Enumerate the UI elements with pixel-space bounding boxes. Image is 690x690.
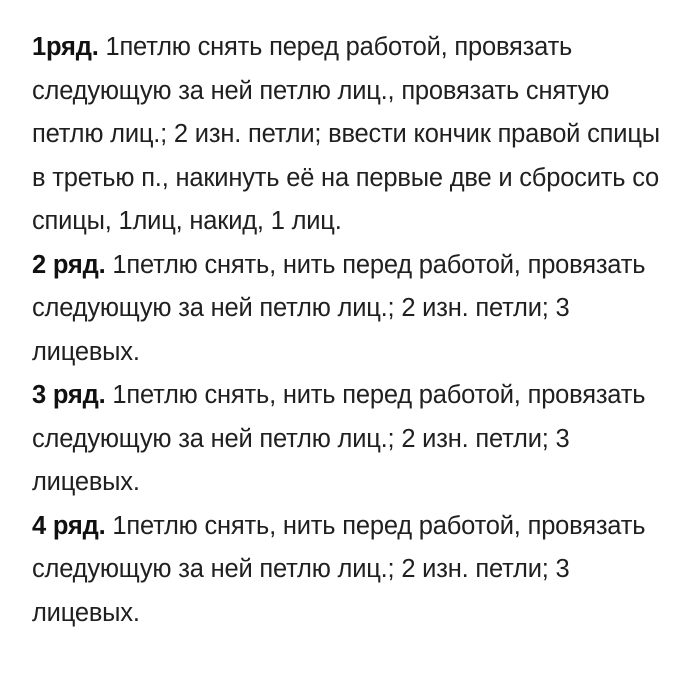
row-3-instruction: [32, 374, 672, 505]
row-4-text: 1петлю снять, нить перед работой, провязать следующую за ней петлю лиц.; 2 изн. петли; 3 лицевых.: [32, 511, 646, 627]
knitting-instructions: [32, 26, 672, 635]
row-3-text: 1петлю снять, нить перед работой, провязать следующую за ней петлю лиц.; 2 изн. петли; 3 лицевых.: [32, 381, 646, 496]
row-1-label: 1ряд.: [32, 33, 99, 61]
row-2-label: 2 ряд.: [32, 250, 106, 279]
row-3-label: 3 ряд.: [32, 381, 106, 409]
row-2-instruction: [32, 244, 672, 375]
row-1-text: 1петлю снять перед работой, провязать следующую за ней петлю лиц., провязать снятую петлю лиц.; 2 изн. петли; ввести кончик правой спицы в третью п., накинуть её на первые две и сбросить со спицы, 1лиц, накид, 1 лиц.: [32, 33, 660, 235]
row-4-instruction: [32, 505, 672, 636]
row-1-instruction: [32, 26, 672, 244]
row-4-label: 4 ряд.: [32, 511, 106, 540]
row-2-text: 1петлю снять, нить перед работой, провязать следующую за ней петлю лиц.; 2 изн. петли; 3 лицевых.: [32, 250, 646, 366]
